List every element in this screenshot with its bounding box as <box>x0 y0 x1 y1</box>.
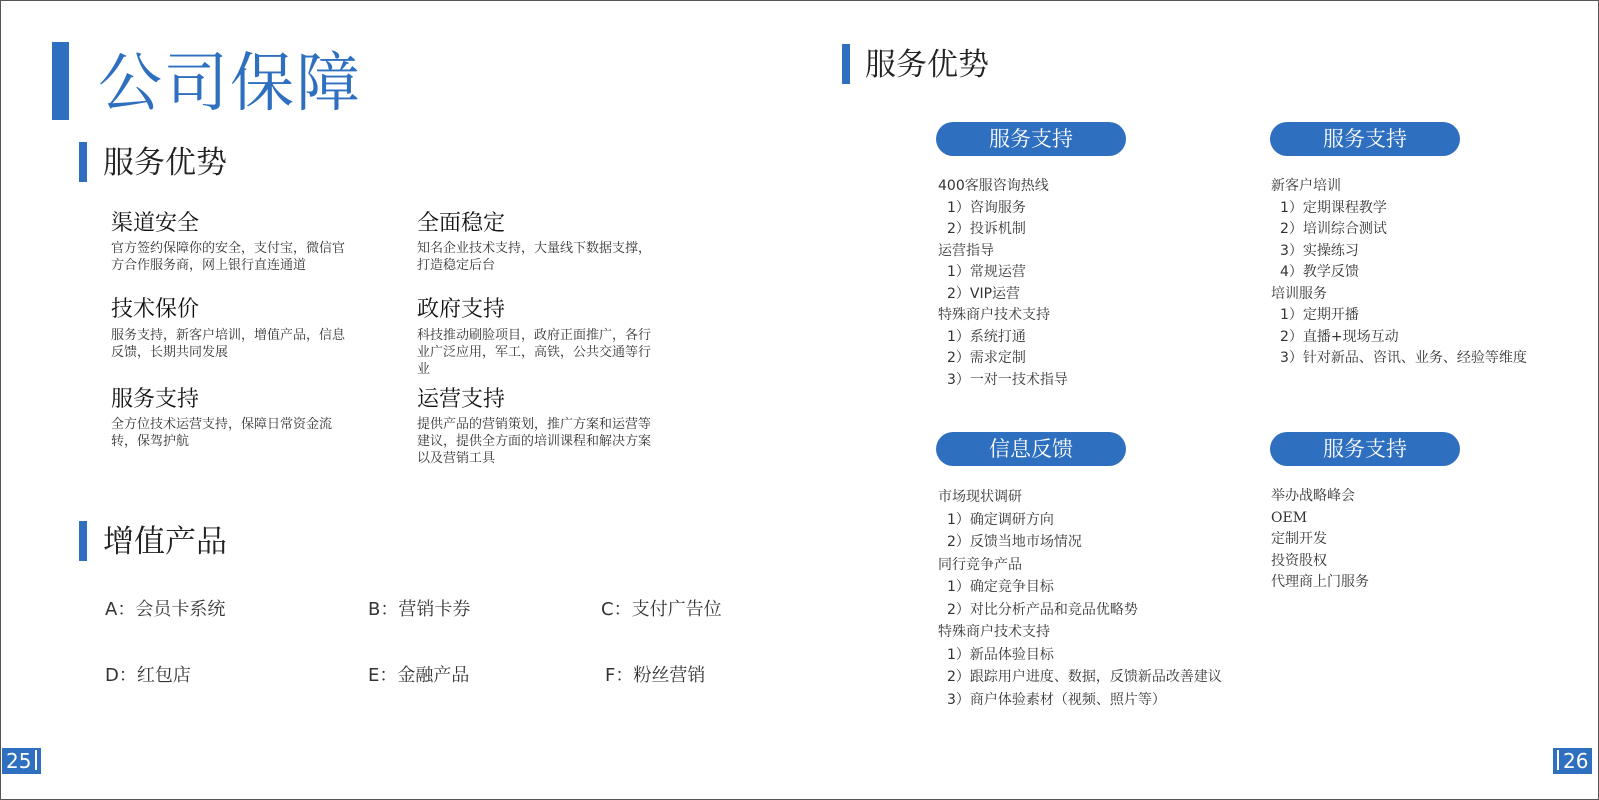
feature-title: 运营支持 <box>417 387 506 412</box>
product-item: F：粉丝营销 <box>605 665 706 686</box>
product-item: D：红包店 <box>105 665 191 686</box>
feature-desc: 官方签约保障你的安全，支付宝，微信官方合作服务商，网上银行直连通道 <box>111 241 346 273</box>
title-accent-bar <box>52 42 69 120</box>
list-item: 2）跟踪用户进度、数据，反馈新品改善建议 <box>947 669 1222 685</box>
page-title: 公司保障 <box>98 47 362 121</box>
feature-desc: 全方位技术运营支持，保障日常资金流转，保驾护航 <box>111 417 333 449</box>
section-accent-bar <box>79 521 87 561</box>
section-title-right: 服务优势 <box>865 47 989 83</box>
list-item: 2）对比分析产品和竞品优略势 <box>947 601 1138 618</box>
page-number-right: 26 <box>1553 748 1592 774</box>
section-title-products: 增值产品 <box>103 524 227 560</box>
block-list <box>938 176 1068 391</box>
product-item: E：金融产品 <box>368 665 470 686</box>
block-label-pill: 信息反馈 <box>936 432 1126 466</box>
block-label-pill: 服务支持 <box>1270 432 1460 466</box>
feature-desc: 知名企业技术支持，大量线下数据支撑，打造稳定后台 <box>417 241 652 273</box>
product-item: B：营销卡券 <box>368 599 471 620</box>
list-item: 特殊商户技术支持 <box>938 624 1050 640</box>
feature-title: 渠道安全 <box>111 211 200 236</box>
list-item: 1）系统打通 <box>947 328 1026 345</box>
feature-desc: 服务支持，新客户培训，增值产品，信息反馈，长期共同发展 <box>111 328 346 360</box>
section-title-service: 服务优势 <box>103 145 227 181</box>
list-item: 投资股权 <box>1271 552 1327 569</box>
list-item: 定制开发 <box>1271 531 1327 547</box>
feature-title: 全面稳定 <box>417 211 506 236</box>
feature-desc: 提供产品的营销策划，推广方案和运营等建议，提供全方面的培训课程和解决方案以及营销工具 <box>417 417 652 466</box>
list-item: 2）反馈当地市场情况 <box>947 534 1082 550</box>
product-item: A：会员卡系统 <box>105 599 226 620</box>
feature-desc: 科技推动刷脸项目，政府正面推广，各行业广泛应用，军工，高铁，公共交通等行业 <box>417 328 652 377</box>
list-item: 2）投诉机制 <box>947 221 1026 237</box>
list-item: 2）需求定制 <box>947 350 1026 366</box>
block-label-pill: 服务支持 <box>1270 122 1460 156</box>
list-item: 1）新品体验目标 <box>947 646 1054 663</box>
list-item: 3）一对一技术指导 <box>947 371 1068 388</box>
list-item: 3）针对新品、咨讯、业务、经验等维度 <box>1280 350 1527 366</box>
block-list <box>938 486 1222 711</box>
list-item: 3）实操练习 <box>1280 242 1359 259</box>
list-item: OEM <box>1271 509 1308 526</box>
page-number-left: 25 <box>2 748 41 774</box>
list-item: 1）确定竞争目标 <box>947 579 1054 595</box>
list-item: 400客服咨询热线 <box>938 178 1049 194</box>
block-label-pill: 服务支持 <box>936 122 1126 156</box>
list-item: 举办战略峰会 <box>1271 488 1355 504</box>
list-item: 运营指导 <box>938 242 994 259</box>
list-item: 特殊商户技术支持 <box>938 307 1050 323</box>
list-item: 1）定期课程教学 <box>1280 199 1387 216</box>
list-item: 市场现状调研 <box>938 489 1022 505</box>
list-item: 代理商上门服务 <box>1271 574 1369 590</box>
feature-title: 政府支持 <box>417 297 506 322</box>
list-item: 同行竞争产品 <box>938 556 1022 573</box>
block-list <box>1271 486 1369 594</box>
section-accent-bar <box>79 142 87 182</box>
list-item: 1）定期开播 <box>1280 307 1359 323</box>
list-item: 2）直播+现场互动 <box>1280 328 1399 345</box>
list-item: 4）教学反馈 <box>1280 264 1359 280</box>
list-item: 1）确定调研方向 <box>947 511 1054 528</box>
list-item: 1）常规运营 <box>947 264 1026 280</box>
feature-title: 服务支持 <box>111 387 200 412</box>
product-item: C：支付广告位 <box>601 599 722 620</box>
list-item: 2）培训综合测试 <box>1280 221 1387 237</box>
block-list <box>1271 176 1527 370</box>
feature-title: 技术保价 <box>111 297 200 322</box>
list-item: 1）咨询服务 <box>947 199 1026 216</box>
list-item: 2）VIP运营 <box>947 285 1021 302</box>
list-item: 培训服务 <box>1271 285 1327 302</box>
section-accent-bar <box>842 44 850 84</box>
list-item: 3）商户体验素材（视频、照片等） <box>947 691 1166 708</box>
list-item: 新客户培训 <box>1271 178 1341 194</box>
